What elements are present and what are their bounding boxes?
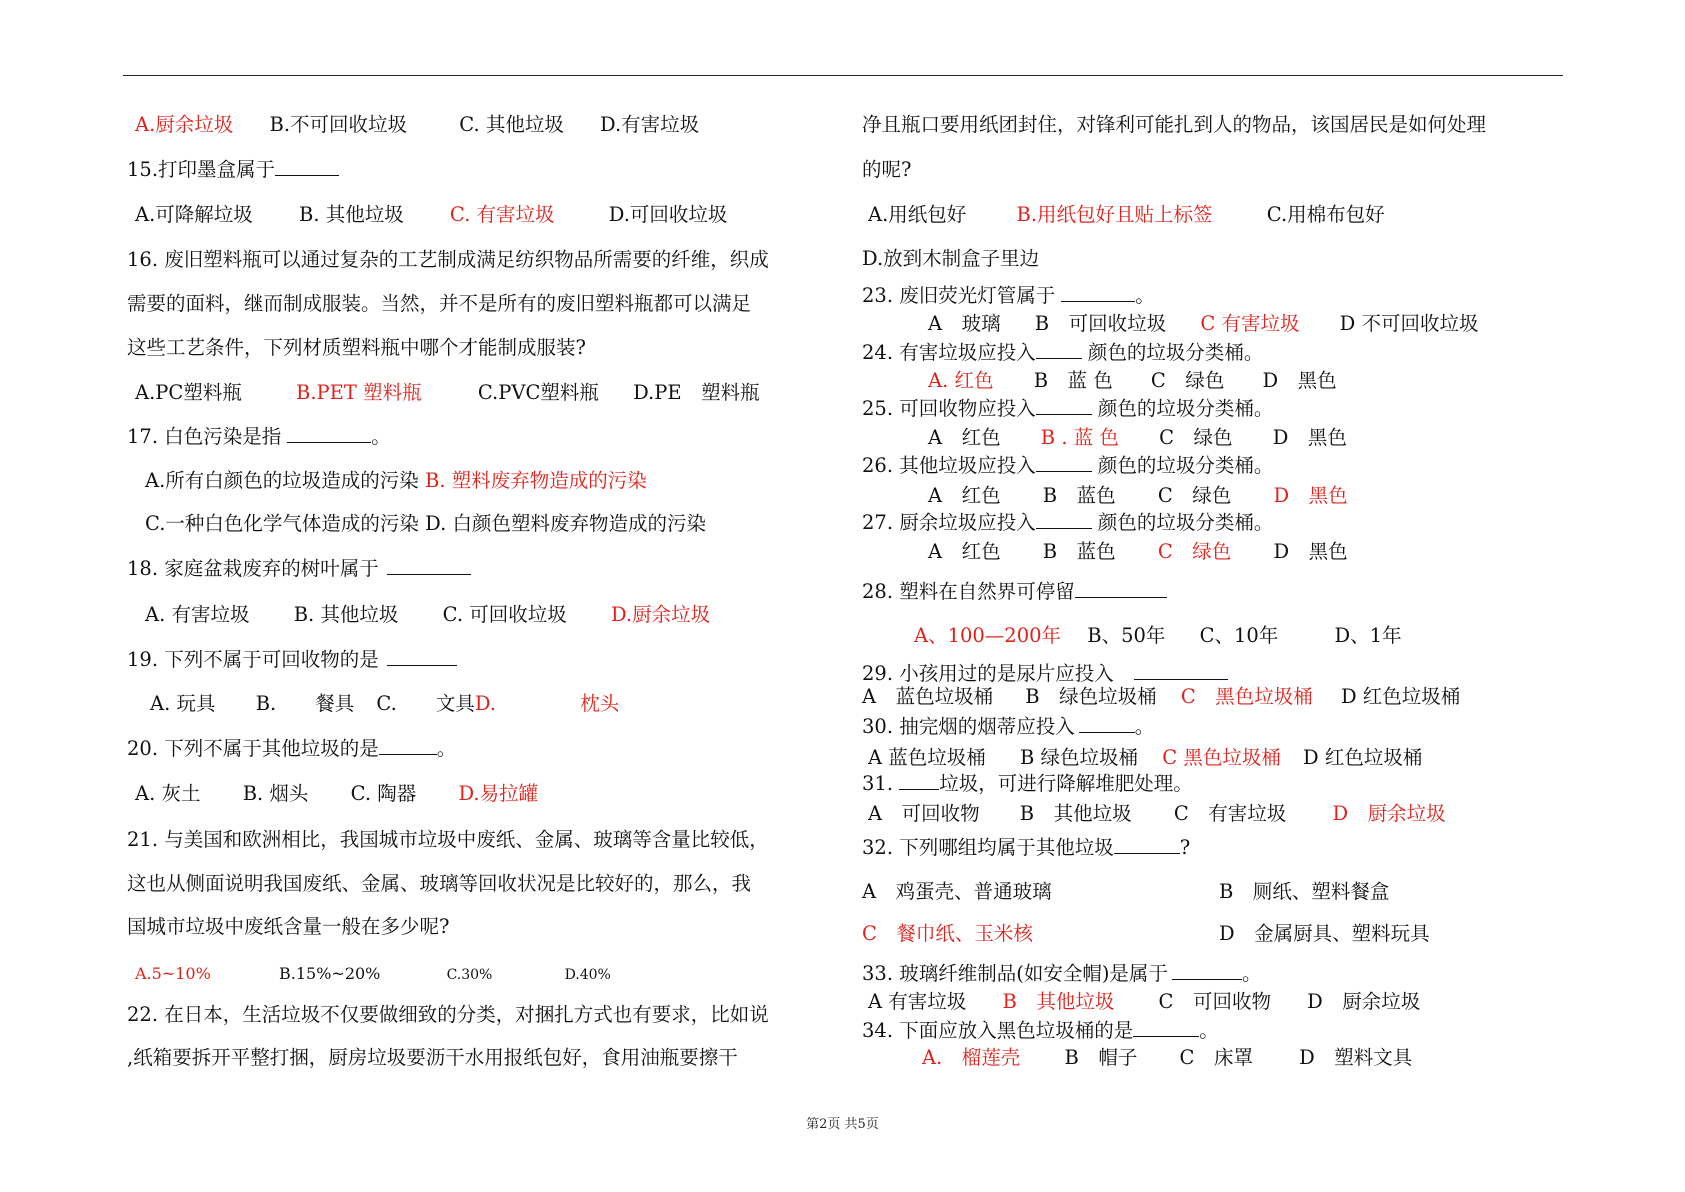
option-a: A.可降解垃圾 [135, 203, 253, 226]
option-d: D 黑色 [1272, 426, 1347, 449]
q34-options [922, 1046, 1412, 1070]
q32-text: 32. 下列哪组均属于其他垃圾 [862, 836, 1114, 859]
answer-blank [1079, 716, 1135, 733]
q27-end: 颜色的垃圾分类桶。 [1091, 511, 1274, 534]
q23-stem [862, 284, 1155, 308]
q24-end: 颜色的垃圾分类桶。 [1081, 341, 1264, 364]
answer-blank [1172, 963, 1242, 980]
option-a: A、100—200年 [914, 624, 1062, 647]
answer-blank [379, 738, 437, 755]
q27-text: 27. 厨余垃圾应投入 [862, 511, 1036, 534]
option-d: D. [474, 692, 496, 715]
answer-blank [387, 558, 471, 575]
option-a: A. 灰土 [135, 782, 201, 805]
option-d: D.可回收垃圾 [608, 203, 728, 226]
option-a: A 蓝色垃圾桶 [868, 746, 986, 769]
q27-options [928, 540, 1348, 564]
option-d: D 塑料文具 [1299, 1046, 1413, 1069]
option-c: C.一种白色化学气体造成的污染 [145, 512, 419, 535]
answer-blank [1036, 342, 1082, 359]
option-c: C. 可回收垃圾 [442, 603, 567, 626]
option-d: D.PE 塑料瓶 [633, 381, 760, 404]
q33-stem [862, 962, 1261, 986]
q29-options [862, 685, 1460, 709]
q23-text: 23. 废旧荧光灯管属于 [862, 284, 1056, 307]
q25-stem [862, 397, 1273, 421]
option-d: D.易拉罐 [458, 782, 539, 805]
option-b: B 帽子 [1064, 1046, 1138, 1069]
option-b: B 其他垃圾 [1002, 990, 1115, 1013]
option-d: D 黑色 [1273, 484, 1348, 507]
q16-line-3: 这些工艺条件，下列材质塑料瓶中哪个才能制成服装? [127, 336, 586, 359]
q31-number: 31. [862, 772, 894, 795]
q31-text: 垃圾，可进行降解堆肥处理。 [939, 772, 1193, 795]
q18-text: 18. 家庭盆栽废弃的树叶属于 [127, 557, 379, 580]
q17-options-cd [145, 512, 706, 536]
option-d: D 不可回收垃圾 [1339, 312, 1479, 335]
q17-text: 17. 白色污染是指 [127, 425, 282, 448]
q20-options [135, 782, 538, 806]
q32-option-d: D 金属厨具、塑料玩具 [1219, 922, 1430, 945]
q21-line-1: 21. 与美国和欧洲相比，我国城市垃圾中废纸、金属、玻璃等含量比较低， [127, 828, 769, 851]
option-c: C 床罩 [1179, 1046, 1253, 1069]
option-a: A 玻璃 [928, 312, 1001, 335]
q23-end: 。 [1135, 284, 1155, 307]
q26-end: 颜色的垃圾分类桶。 [1091, 454, 1274, 477]
q18-options [145, 603, 710, 627]
q24-text: 24. 有害垃圾应投入 [862, 341, 1036, 364]
option-c: C.PVC塑料瓶 [477, 381, 599, 404]
q17-options-ab [145, 469, 647, 493]
q19-stem [127, 648, 457, 672]
option-c: C 绿色 [1150, 369, 1225, 392]
q33-end: 。 [1241, 962, 1262, 985]
option-b: B、50年 [1087, 624, 1166, 647]
option-c: C 有害垃圾 [1200, 312, 1300, 335]
header-rule [123, 75, 1563, 76]
answer-blank [1036, 398, 1092, 415]
q22-line-2: ,纸箱要拆开平整打捆，厨房垃圾要沥干水用报纸包好，食用油瓶要擦干 [127, 1046, 738, 1069]
option-d-text: 枕头 [580, 692, 620, 715]
q34-stem [862, 1019, 1219, 1043]
option-b: B 可回收垃圾 [1034, 312, 1167, 335]
option-b: B.用纸包好且贴上标签 [1016, 203, 1213, 226]
option-a: A 有害垃圾 [868, 990, 967, 1013]
q29-text: 29. 小孩用过的是尿片应投入 [862, 662, 1114, 685]
option-b: B.不可回收垃圾 [269, 113, 408, 136]
q15-text: 15.打印墨盒属于 [127, 158, 276, 181]
option-a: A. 榴莲壳 [922, 1046, 1021, 1069]
option-b: B. 其他垃圾 [293, 603, 399, 626]
option-a: A.5~10% [135, 964, 211, 983]
option-b: B 绿色垃圾桶 [1025, 685, 1157, 708]
answer-blank [1036, 512, 1092, 529]
q20-stem [127, 737, 456, 761]
option-c: C 绿色 [1157, 484, 1232, 507]
q22-line-3: 净且瓶口要用纸团封住，对锋利可能扎到人的物品，该国居民是如何处理 [862, 113, 1487, 136]
option-c: C 黑色垃圾桶 [1180, 685, 1313, 708]
answer-blank [1114, 837, 1180, 854]
q26-text: 26. 其他垃圾应投入 [862, 454, 1036, 477]
option-d: D. 白颜色塑料废弃物造成的污染 [425, 512, 706, 535]
q19-text: 19. 下列不属于可回收物的是 [127, 648, 379, 671]
q18-stem [127, 557, 471, 581]
option-c: C 有害垃圾 [1173, 802, 1287, 825]
option-b: B 绿色垃圾桶 [1019, 746, 1139, 769]
answer-blank [287, 426, 371, 443]
q16-line-1: 16. 废旧塑料瓶可以通过复杂的工艺制成满足纺织物品所需要的纤维，织成 [127, 248, 769, 271]
option-b: B . 蓝 色 [1040, 426, 1119, 449]
q21-line-3: 国城市垃圾中废纸含量一般在多少呢? [127, 915, 450, 938]
q30-options [868, 746, 1422, 770]
q31-options [868, 802, 1446, 826]
option-a: A.厨余垃圾 [135, 113, 234, 136]
option-b: B 其他垃圾 [1019, 802, 1132, 825]
answer-blank [1075, 581, 1167, 598]
q30-text: 30. 抽完烟的烟蒂应投入 [862, 715, 1075, 738]
answer-blank [1036, 455, 1092, 472]
q15-stem [127, 158, 339, 182]
answer-blank [899, 773, 939, 790]
q28-text: 28. 塑料在自然界可停留 [862, 580, 1075, 603]
option-c: C.30% [446, 967, 493, 983]
option-b: B. 餐具 [255, 692, 355, 715]
option-c: C. 陶器 [350, 782, 417, 805]
q25-text: 25. 可回收物应投入 [862, 397, 1036, 420]
option-d: D.厨余垃圾 [610, 603, 711, 626]
option-a: A 可回收物 [868, 802, 980, 825]
answer-blank [387, 649, 457, 666]
option-c: C 黑色垃圾桶 [1162, 746, 1281, 769]
option-a: A 红色 [928, 540, 1001, 563]
option-a: A.用纸包好 [868, 203, 967, 226]
q29-stem [862, 662, 1228, 686]
q28-stem [862, 580, 1167, 604]
q17-stem [127, 425, 391, 449]
option-c: C 绿色 [1157, 540, 1232, 563]
q24-options [928, 369, 1337, 393]
option-d: D.有害垃圾 [600, 113, 700, 136]
q21-options [135, 961, 611, 987]
option-d: D、1年 [1334, 624, 1402, 647]
option-a: A.PC塑料瓶 [135, 381, 242, 404]
option-a: A. 红色 [928, 369, 994, 392]
q26-options [928, 484, 1348, 508]
answer-blank [1133, 1020, 1199, 1037]
option-d: D 黑色 [1273, 540, 1348, 563]
q22-line-1: 22. 在日本，生活垃圾不仅要做细致的分类，对捆扎方式也有要求，比如说 [127, 1003, 769, 1026]
option-b: B.PET 塑料瓶 [296, 381, 422, 404]
q32-stem [862, 836, 1190, 860]
q20-text: 20. 下列不属于其他垃圾的是 [127, 737, 379, 760]
q32-option-b: B 厕纸、塑料餐盒 [1219, 880, 1390, 903]
option-c: C. 其他垃圾 [459, 113, 564, 136]
q27-stem [862, 511, 1273, 535]
q15-options [135, 203, 727, 227]
option-d: D 厨余垃圾 [1332, 802, 1446, 825]
option-c: C 可回收物 [1158, 990, 1271, 1013]
q26-stem [862, 454, 1273, 478]
q24-stem [862, 341, 1263, 365]
q31-stem [862, 772, 1193, 796]
option-a: A 红色 [928, 426, 1001, 449]
option-d: D.40% [564, 967, 611, 983]
option-d: D 厨余垃圾 [1307, 990, 1421, 1013]
option-b: B.15%~20% [279, 964, 381, 983]
q22-option-d: D.放到木制盒子里边 [862, 247, 1040, 270]
q25-options [928, 426, 1347, 450]
option-b: B. 塑料废弃物造成的污染 [424, 469, 647, 492]
q16-line-2: 需要的面料，继而制成服装。当然，并不是所有的废旧塑料瓶都可以满足 [127, 292, 752, 315]
option-d: D 黑色 [1262, 369, 1337, 392]
answer-blank [1061, 285, 1135, 302]
option-c: C. 文具 [376, 692, 475, 715]
q32-option-c: C 餐巾纸、玉米核 [862, 922, 1033, 945]
option-b: B. 其他垃圾 [298, 203, 404, 226]
q32-end: ? [1179, 836, 1191, 859]
page-footer: 第2页 共5页 [806, 1117, 879, 1132]
q30-end: 。 [1134, 715, 1155, 738]
q30-stem [862, 715, 1154, 739]
q34-text: 34. 下面应放入黑色垃圾桶的是 [862, 1019, 1134, 1042]
option-a: A 红色 [928, 484, 1001, 507]
option-c: C、10年 [1199, 624, 1279, 647]
option-c: C 绿色 [1159, 426, 1233, 449]
option-b: B. 烟头 [242, 782, 309, 805]
q19-options [150, 692, 619, 716]
option-c: C. 有害垃圾 [449, 203, 555, 226]
q14-options [135, 113, 699, 137]
q32-option-a: A 鸡蛋壳、普通玻璃 [862, 880, 1052, 903]
option-b: B 蓝 色 [1033, 369, 1113, 392]
option-a: A. 有害垃圾 [145, 603, 250, 626]
option-a: A 蓝色垃圾桶 [862, 685, 994, 708]
q20-end: 。 [436, 737, 457, 760]
q22-options [868, 203, 1385, 227]
option-c: C.用棉布包好 [1266, 203, 1385, 226]
q33-options [868, 990, 1420, 1014]
answer-blank [275, 159, 339, 176]
q34-end: 。 [1199, 1019, 1219, 1042]
q28-options [914, 624, 1402, 648]
option-b: B 蓝色 [1042, 540, 1116, 563]
option-d: D 红色垃圾桶 [1303, 746, 1423, 769]
option-a: A.所有白颜色的垃圾造成的污染 [145, 469, 419, 492]
option-d: D 红色垃圾桶 [1340, 685, 1461, 708]
option-a: A. 玩具 [150, 692, 216, 715]
q23-options [928, 312, 1479, 336]
option-b: B 蓝色 [1042, 484, 1116, 507]
answer-blank [1134, 663, 1228, 680]
q22-line-4: 的呢? [862, 158, 912, 181]
q33-text: 33. 玻璃纤维制品(如安全帽)是属于 [862, 962, 1168, 985]
q17-end: 。 [371, 425, 391, 448]
q21-line-2: 这也从侧面说明我国废纸、金属、玻璃等回收状况是比较好的，那么，我 [127, 872, 752, 895]
q25-end: 颜色的垃圾分类桶。 [1091, 397, 1274, 420]
q16-options [135, 381, 760, 405]
